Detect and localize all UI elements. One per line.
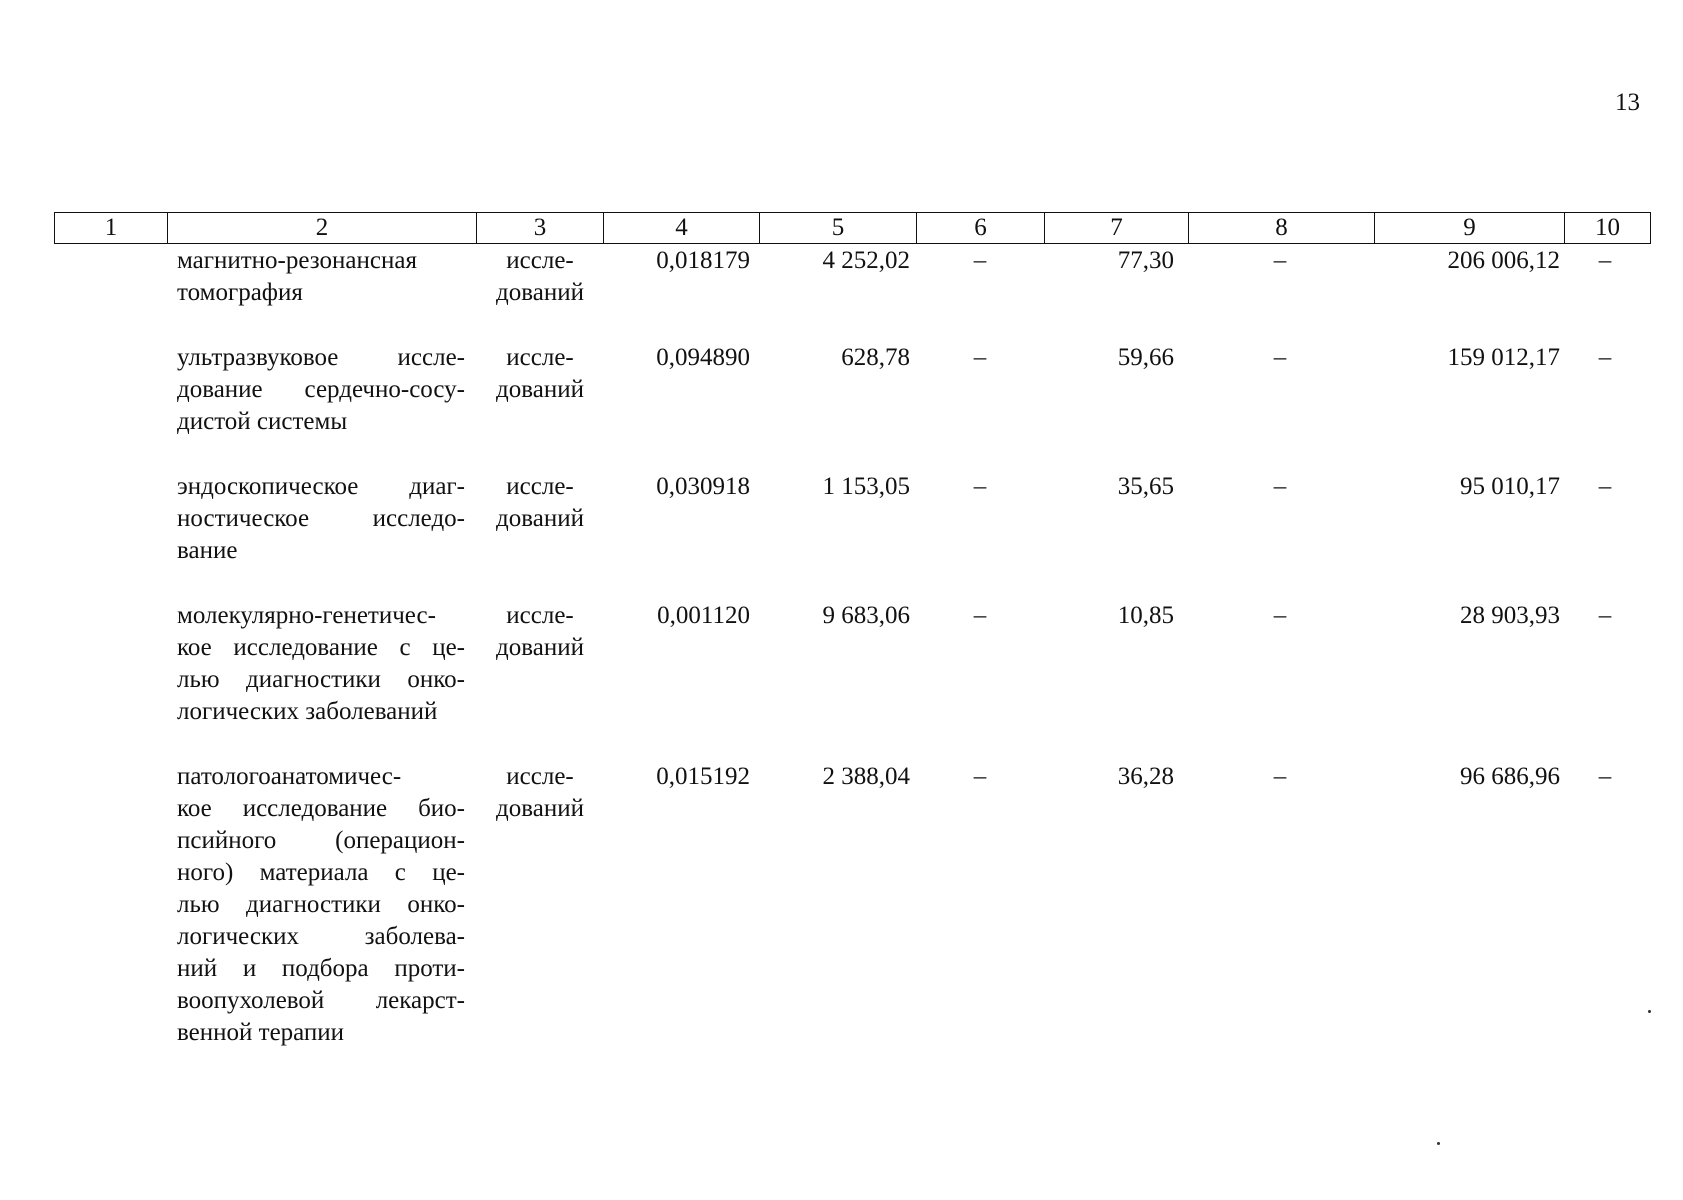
column-number: 8 [1189,213,1375,244]
row-value-col5: 2 388,04 [822,763,910,790]
row-name [177,600,465,728]
row-name [177,471,465,567]
column-number: 1 [55,213,168,244]
row-name-line: кое исследование с це- [177,634,465,661]
row-unit [480,342,600,406]
row-name-line: ного) материала с це- [177,859,465,886]
row-value-col9: 95 010,17 [1460,473,1560,500]
column-number: 5 [760,213,917,244]
scan-speck [1437,1142,1440,1145]
row-value-col4: 0,094890 [656,344,750,371]
row-unit-line: иссле- [506,344,574,371]
row-unit [480,600,600,664]
row-value-col5: 1 153,05 [822,473,910,500]
column-number: 2 [168,213,477,244]
row-value-col9: 206 006,12 [1447,247,1560,274]
row-value-col7: 10,85 [1117,602,1174,629]
header-row [55,213,1651,244]
row-name-line: логических заболеваний [177,698,438,725]
row-value-col9: 96 686,96 [1460,763,1560,790]
row-value-col8: – [1273,763,1287,790]
row-name-line: лью диагностики онко- [177,666,465,693]
column-number: 4 [604,213,760,244]
row-name-line: патологоанатомичес- [177,763,402,790]
row-unit [480,245,600,309]
row-name-line: ностическое исследо- [177,505,465,532]
row-unit-line: дований [496,279,584,306]
row-value-col8: – [1273,344,1287,371]
column-number: 6 [917,213,1045,244]
row-unit [480,761,600,825]
row-name-line: венной терапии [177,1019,345,1046]
row-value-col5: 9 683,06 [822,602,910,629]
row-value-col8: – [1273,247,1287,274]
row-value-col10: – [1598,344,1612,371]
row-unit-line: иссле- [506,473,574,500]
row-unit-line: иссле- [506,602,574,629]
row-name-line: логических заболева- [177,923,465,950]
row-name-line: дование сердечно-сосу- [177,376,465,403]
column-number: 10 [1565,213,1651,244]
row-name-line: ний и подбора проти- [177,955,465,982]
row-unit-line: дований [496,376,584,403]
row-value-col6: – [973,763,987,790]
row-value-col4: 0,015192 [656,763,750,790]
row-name [177,245,465,309]
row-value-col8: – [1273,602,1287,629]
column-number-header [54,212,1651,244]
row-unit-line: дований [496,634,584,661]
page-number: 13 [1615,89,1640,116]
row-value-col10: – [1598,473,1612,500]
row-name-line: магнитно-резонансная [177,247,417,274]
row-unit-line: дований [496,795,584,822]
row-value-col7: 59,66 [1117,344,1174,371]
row-name-line: псийного (операцион- [177,827,465,854]
row-name [177,342,465,438]
row-value-col10: – [1598,247,1612,274]
row-name-line: кое исследование био- [177,795,465,822]
row-name-line: томография [177,279,303,306]
row-value-col4: 0,030918 [656,473,750,500]
row-value-col6: – [973,247,987,274]
row-name-line: воопухолевой лекарст- [177,987,465,1014]
row-value-col7: 35,65 [1117,473,1174,500]
row-name [177,761,465,1049]
row-value-col5: 4 252,02 [822,247,910,274]
row-value-col7: 36,28 [1117,763,1174,790]
row-name-line: дистой системы [177,408,348,435]
row-unit-line: иссле- [506,247,574,274]
row-value-col5: 628,78 [841,344,910,371]
row-name-line: вание [177,537,238,564]
row-value-col6: – [973,344,987,371]
row-value-col10: – [1598,602,1612,629]
row-unit-line: дований [496,505,584,532]
row-unit-line: иссле- [506,763,574,790]
row-value-col8: – [1273,473,1287,500]
row-value-col10: – [1598,763,1612,790]
row-value-col9: 28 903,93 [1460,602,1560,629]
row-name-line: ультразвуковое иссле- [177,344,465,371]
row-value-col9: 159 012,17 [1447,344,1560,371]
row-value-col6: – [973,602,987,629]
column-number: 7 [1045,213,1189,244]
row-value-col7: 77,30 [1117,247,1174,274]
scan-speck [1648,1010,1651,1013]
row-unit [480,471,600,535]
column-number: 9 [1375,213,1565,244]
row-name-line: эндоскопическое диаг- [177,473,465,500]
row-name-line: лью диагностики онко- [177,891,465,918]
row-name-line: молекулярно-генетичес- [177,602,436,629]
row-value-col6: – [973,473,987,500]
row-value-col4: 0,001120 [657,602,750,629]
row-value-col4: 0,018179 [656,247,750,274]
column-number: 3 [477,213,604,244]
